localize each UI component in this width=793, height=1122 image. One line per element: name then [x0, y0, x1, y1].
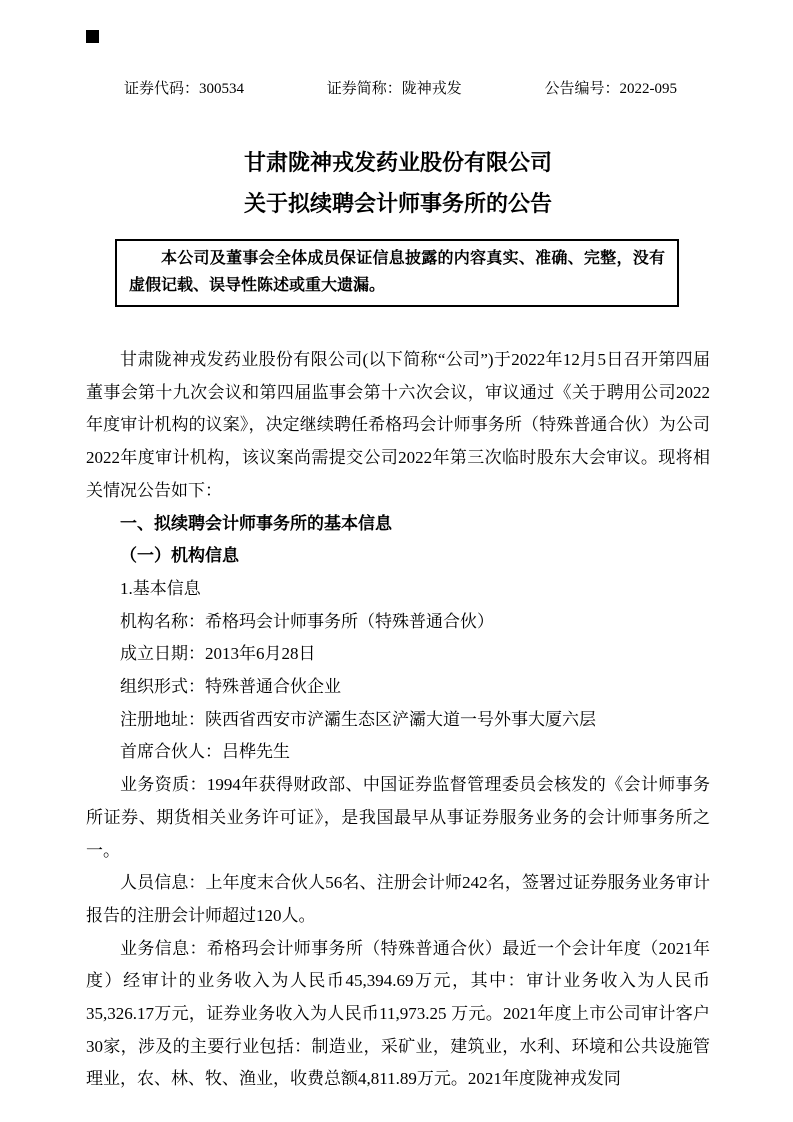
item-chief-partner: 首席合伙人：吕桦先生: [120, 742, 290, 762]
document-header: [124, 77, 677, 98]
document-body: [86, 344, 710, 1096]
paragraph-business-info: 业务信息：希格玛会计师事务所（特殊普通合伙）最近一个会计年度（2021年度）经审计的业务收入为人民币45,394.69万元，其中：审计业务收入为人民币35,326.17万元，证券业务收入为人民币11,973.25 万元。2021年度上市公司审计客户30家，涉及的主要行业包括：制造业，采矿业，建筑业，水利、环境和公共设施管理业，农、林、牧、渔业，收费总额4,811.89万元。2021年度陇神戎发同: [86, 938, 710, 1089]
stock-code: 证券代码：300534: [124, 81, 245, 97]
title-line-company: 甘肃陇神戎发药业股份有限公司: [243, 150, 552, 175]
disclosure-notice-box: [115, 239, 679, 307]
announcement-number: 公告编号：2022-095: [544, 81, 677, 97]
item-basic-info: 1.基本信息: [120, 578, 201, 598]
title-line-subject: 关于拟续聘会计师事务所的公告: [243, 191, 552, 216]
section-heading-basic-info: 一、拟续聘会计师事务所的基本信息: [120, 513, 392, 533]
item-registered-address: 注册地址：陕西省西安市浐灞生态区浐灞大道一号外事大厦六层: [120, 709, 596, 729]
subsection-heading-org-info: （一）机构信息: [120, 546, 239, 566]
disclosure-notice-text: 本公司及董事会全体成员保证信息披露的内容真实、准确、完整，没有虚假记载、误导性陈述或重大遗漏。: [129, 250, 665, 294]
black-square-icon: [86, 30, 99, 43]
item-org-name: 机构名称：希格玛会计师事务所（特殊普通合伙）: [120, 611, 494, 631]
paragraph-personnel-info: 人员信息：上年度末合伙人56名、注册会计师242名，签署过证券服务业务审计报告的注册会计师超过120人。: [86, 873, 710, 925]
paragraph-business-qualification: 业务资质：1994年获得财政部、中国证券监督管理委员会核发的《会计师事务所证券、期货相关业务许可证》，是我国最早从事证券服务业务的会计师事务所之一。: [86, 775, 710, 860]
paragraph-intro: 甘肃陇神戎发药业股份有限公司(以下简称“公司”)于2022年12月5日召开第四届董事会第十九次会议和第四届监事会第十六次会议，审议通过《关于聘用公司2022年度审计机构的议案》，决定继续聘任希格玛会计师事务所（特殊普通合伙）为公司2022年度审计机构，该议案尚需提交公司2022年第三次临时股东大会审议。现将相关情况公告如下：: [86, 350, 710, 500]
item-founding-date: 成立日期：2013年6月28日: [120, 644, 316, 664]
document-title: [86, 142, 710, 224]
item-org-form: 组织形式：特殊普通合伙企业: [120, 677, 341, 697]
stock-short-name: 证券简称：陇神戎发: [326, 81, 462, 97]
